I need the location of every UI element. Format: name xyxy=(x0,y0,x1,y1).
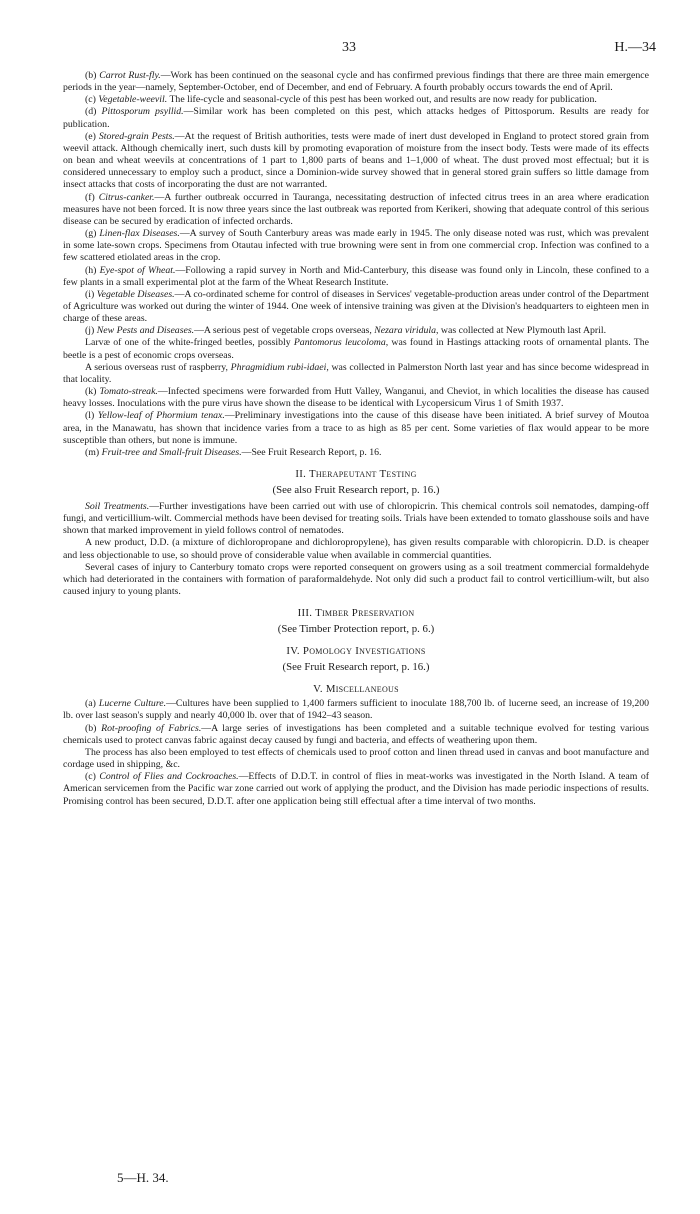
item-title: Stored-grain Pests. xyxy=(98,130,175,142)
item-title: New Pests and Diseases. xyxy=(96,325,195,337)
item-title: Yellow-leaf of Phormium tenax. xyxy=(97,410,225,422)
item-new-pests-and-diseases: (j) New Pests and Diseases.—A serious pest of vegetable crops overseas, Nezara viridula, was collected at New Plymouth last April. xyxy=(85,325,607,337)
item-title: Linen-flax Diseases. xyxy=(99,228,180,240)
item-fruit-tree-diseases: (m) Fruit-tree and Small-fruit Diseases.—See Fruit Research Report, p. 16. xyxy=(85,446,382,458)
item-title: Eye-spot of Wheat. xyxy=(99,264,176,276)
item-title: Pittosporum psyllid. xyxy=(101,106,184,118)
item-title: Tomato-streak. xyxy=(99,386,158,398)
item-title: Rot-proofing of Fabrics. xyxy=(101,722,202,734)
section-subheading: (See Timber Protection report, p. 6.) xyxy=(277,623,435,636)
item-eye-spot-of-wheat: (h) Eye-spot of Wheat.—Following a rapid survey in North and Mid-Canterbury, this disease was found only in Lincoln, these confined to a few plants in a small experimental plot at the farm of the Wheat Research Institute. xyxy=(63,264,649,288)
item-linen-flax-diseases: (g) Linen-flax Diseases.—A survey of South Canterbury areas was made early in 1945. The only disease noted was rust, which was prevalent in some late-sown crops. Specimens from Otautau infected with true browning were sent in from one commercial crop. Infection was confined to a few scattered etiolated areas in the crop. xyxy=(63,228,650,264)
item-yellow-leaf-phormium: (l) Yellow-leaf of Phormium tenax.—Preliminary investigations into the cause of this disease have been initiated. A brief survey of Moutoa area, in the Manawatu, has shown that incidence varies from a trace to as high as 85 per cent. Some varieties of flax would appear to be more susceptible than others, but none is immune. xyxy=(63,410,649,446)
item-title: Vegetable Diseases. xyxy=(96,288,175,300)
paragraph-pantomorus: Larvæ of one of the white-fringed beetles, possibly Pantomorus leucoloma, was found in Hastings attacking roots of ornamental plants. The beetle is a pest of economic crops overseas. xyxy=(63,337,649,361)
page-number: 33 xyxy=(342,40,356,55)
paragraph-dd-product: A new product, D.D. (a mixture of dichloropropane and dichloropropylene), has given results comparable with chloropicrin. D.D. is cheaper and less objectionable to use, so should prove of considerable value when available in commercial quantities. xyxy=(63,537,649,561)
item-title: Soil Treatments. xyxy=(85,501,150,512)
item-carrot-rust-fly: (b) Carrot Rust-fly.—Work has been continued on the seasonal cycle and has confirmed previous findings that there are three main emergence periods in the year—namely, September-October, end of December, and end of February. A fourth probably occurs towards the end of April. xyxy=(63,70,649,94)
item-title: Lucerne Culture. xyxy=(98,698,167,710)
item-pittosporum-psyllid: (d) Pittosporum psyllid.—Similar work has been completed on this pest, which attacks hedges of Pittosporum. Results are ready for publication. xyxy=(63,106,649,130)
page-footer-signature: 5—H. 34. xyxy=(117,1170,169,1185)
item-stored-grain-pests: (e) Stored-grain Pests.—At the request of British authorities, tests were made of inert dust developed in England to protect stored grain from weevil attack. Although chemically inert, such dusts kill by promoting evaporation of moisture from the insect body. Tests were made of its effects on bean and wheat weevils at concentrations of 1 part to 1,800 parts of beans and 1–1,000 of wheat. The dust proved most effectual; but it is considered unnecessary to employ such a product, since a Dominion-wide survey showed that in general stored grain suffers so little damage from insect attacks that costs of incorporating the dust are not warranted. xyxy=(63,130,649,191)
paragraph-soil-treatments: Soil Treatments.—Further investigations have been carried out with use of chloropicrin. This chemical controls soil nematodes, damping-off fungi, and verticillium-wilt. Commercial methods have been devised for treating soils. Trials have been extended to tomato glasshouse soils and have shown that marked improvement in yield follows control of nematodes. xyxy=(63,501,649,537)
paragraph-proofing-thread: The process has also been employed to test effects of chemicals used to proof cotton and linen thread used in canvas and boot manufacture and cordage used in shipping, &c. xyxy=(63,746,649,771)
item-vegetable-diseases: (i) Vegetable Diseases.—A co-ordinated scheme for control of diseases in Services' vegetable-production areas under control of the Department of Agriculture was worked out during the winter of 1944. One week of intensive training was given at the Division's headquarters to eighteen men in charge of these areas. xyxy=(63,288,649,325)
species-name: Nezara viridula xyxy=(374,325,437,337)
section-heading-therapeutant-testing: II. Therapeutant Testing xyxy=(295,468,417,480)
section-heading-miscellaneous: V. Miscellaneous xyxy=(313,683,399,696)
item-title: Vegetable-weevil. xyxy=(98,94,168,106)
item-citrus-canker: (f) Citrus-canker.—A further outbreak occurred in Tauranga, necessitating destruction of infected citrus trees in an area where eradication measures have not been forced. It is now three years since the last outbreak was reported from Kerikeri, showing that adequate control of this serious disease can be secured by eradication of infected orchards. xyxy=(63,191,649,227)
species-name: Phragmidium rubi-idaei xyxy=(230,361,327,373)
item-tomato-streak: (k) Tomato-streak.—Infected specimens were forwarded from Hutt Valley, Wanganui, and Cheviot, in which localities the disease has caused heavy losses. Inoculations with the pure virus have shown the disease to be identical with Lycopersicum Virus 1 of Smith 1937. xyxy=(63,386,649,410)
section-heading-timber-preservation: III. Timber Preservation xyxy=(297,607,415,620)
section-subheading: (See also Fruit Research report, p. 16.) xyxy=(272,484,440,496)
item-lucerne-culture: (a) Lucerne Culture.—Cultures have been supplied to 1,400 farmers sufficient to inoculate 188,700 lb. of lucerne seed, an increase of 19,200 lb. over last season's supply and nearly 40,000 lb. over that of 1942–43 season. xyxy=(63,698,650,722)
species-name: Pantomorus leucoloma xyxy=(293,337,386,349)
section-heading-pomology-investigations: IV. Pomology Investigations xyxy=(286,645,426,658)
document-reference: H.—34 xyxy=(614,40,656,55)
paragraph-phragmidium: A serious overseas rust of raspberry, Phragmidium rubi-idaei, was collected in Palmerston North last year and has since become widespread in that locality. xyxy=(63,361,650,385)
item-title: Carrot Rust-fly. xyxy=(99,70,161,81)
page-content xyxy=(63,70,649,808)
paragraph-formaldehyde-injury: Several cases of injury to Canterbury tomato crops were reported consequent on growers using as a soil treatment commercial formaldehyde which had deteriorated in the containers with formation of paraformaldehyde. Not only did such a product fail to control verticillium-wilt, but also caused injury to young plants. xyxy=(63,561,649,598)
section-subheading: (See Fruit Research report, p. 16.) xyxy=(282,661,430,674)
item-rot-proofing-fabrics: (b) Rot-proofing of Fabrics.—A large series of investigations has been completed and a suitable technique evolved for testing various chemicals used to protect canvas fabric against decay caused by fungi and bacteria, and effects of weathering upon them. xyxy=(63,722,649,746)
item-title: Control of Flies and Cockroaches. xyxy=(99,771,239,783)
item-vegetable-weevil: (c) Vegetable-weevil. The life-cycle and seasonal-cycle of this pest has been worked out, and results are now ready for publication. xyxy=(85,94,597,106)
item-control-flies-cockroaches: (c) Control of Flies and Cockroaches.—Effects of D.D.T. in control of flies in meat-works was investigated in the North Island. A team of American servicemen from the Pacific war zone carried out work of applying the product, and the Division has made periodic inspections of results. Promising control has been secured, D.D.T. after one application being still effectual after a time interval of two months. xyxy=(63,771,650,807)
page-header xyxy=(0,40,700,60)
item-title: Citrus-canker. xyxy=(98,191,155,203)
item-title: Fruit-tree and Small-fruit Diseases. xyxy=(101,446,242,458)
